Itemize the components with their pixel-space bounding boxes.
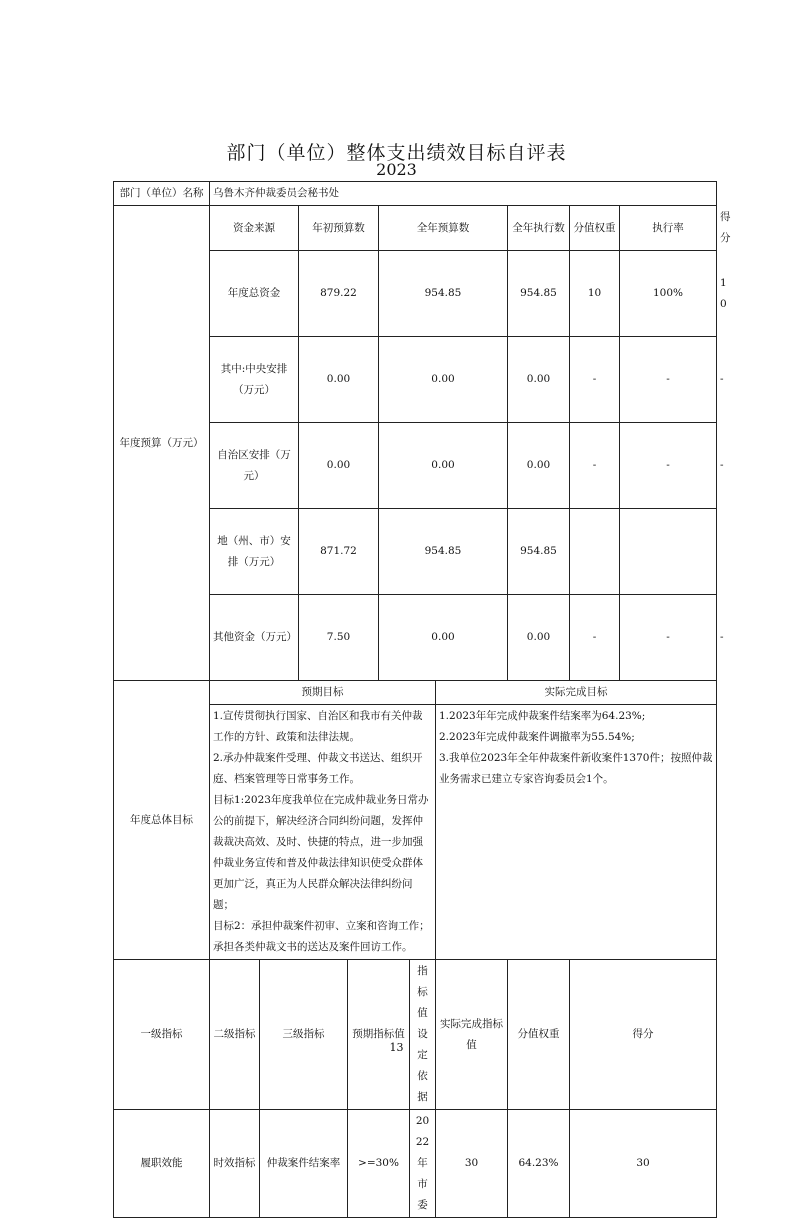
indicator-row: [114, 1110, 717, 1218]
dept-row: [114, 182, 717, 206]
budget-rate: 100%: [620, 251, 717, 337]
budget-executed: 954.85: [508, 251, 570, 337]
budget-weight: -: [570, 595, 620, 681]
indicator-header-weight: 分值权重: [508, 960, 570, 1110]
budget-header-annual: 全年预算数: [379, 206, 508, 251]
budget-initial: 0.00: [299, 337, 379, 423]
budget-source: 自治区安排（万元）: [210, 423, 299, 509]
indicator-basis: 2022年市委: [410, 1110, 436, 1218]
indicator-level2: 时效指标: [210, 1110, 260, 1218]
indicator-header-basis: 指标值设定依据: [410, 960, 436, 1110]
budget-header-rate: 执行率: [620, 206, 717, 251]
indicator-header-level1: 一级指标: [114, 960, 210, 1110]
indicator-score: 30: [570, 1110, 717, 1218]
budget-executed: 0.00: [508, 337, 570, 423]
budget-executed: 0.00: [508, 595, 570, 681]
budget-annual: 0.00: [379, 337, 508, 423]
budget-initial: 7.50: [299, 595, 379, 681]
budget-header-weight: 分值权重: [570, 206, 620, 251]
budget-annual: 954.85: [379, 509, 508, 595]
budget-header-source: 资金来源: [210, 206, 299, 251]
goals-section-label: 年度总体目标: [114, 681, 210, 960]
budget-initial: 871.72: [299, 509, 379, 595]
indicator-expected: >=30%: [348, 1110, 410, 1218]
indicator-header-expected: 预期指标值: [348, 960, 410, 1110]
indicator-weight: 64.23%: [508, 1110, 570, 1218]
budget-executed: 954.85: [508, 509, 570, 595]
indicator-header-level3: 三级指标: [260, 960, 348, 1110]
budget-header-executed: 全年执行数: [508, 206, 570, 251]
budget-rate: -: [620, 337, 717, 423]
budget-weight: 10: [570, 251, 620, 337]
budget-executed: 0.00: [508, 423, 570, 509]
indicator-level1: 履职效能: [114, 1110, 210, 1218]
budget-section-label: 年度预算（万元）: [114, 206, 210, 681]
budget-source: 地（州、市）安排（万元）: [210, 509, 299, 595]
budget-annual: 954.85: [379, 251, 508, 337]
budget-source: 其他资金（万元）: [210, 595, 299, 681]
budget-row: 自治区安排（万元） 0.00 0.00 0.00 - - -: [114, 423, 717, 509]
dept-label: 部门（单位）名称: [114, 182, 210, 206]
indicator-header-score: 得分: [570, 960, 717, 1110]
document-year: 2023: [376, 160, 417, 179]
indicator-actual: 30: [436, 1110, 508, 1218]
indicator-level3: 仲裁案件结案率: [260, 1110, 348, 1218]
budget-annual: 0.00: [379, 595, 508, 681]
goals-header-row: [114, 681, 717, 705]
budget-weight: [570, 509, 620, 595]
budget-initial: 0.00: [299, 423, 379, 509]
actual-goal-text: 1.2023年年完成仲裁案件结案率为64.23%; 2.2023年完成仲裁案件调撤率为55.54%; 3.我单位2023年全年仲裁案件新收案件1370件；按照仲裁业务需求已建立专家咨询委员会1个。: [436, 705, 717, 960]
expected-goal-header: 预期目标: [210, 681, 436, 705]
indicator-header-level2: 二级指标: [210, 960, 260, 1110]
budget-rate: -: [620, 423, 717, 509]
document-title: 部门（单位）整体支出绩效目标自评表: [226, 142, 567, 164]
budget-annual: 0.00: [379, 423, 508, 509]
expected-goal-text: 1.宣传贯彻执行国家、自治区和我市有关仲裁工作的方针、政策和法律法规。 2.承办仲裁案件受理、仲裁文书送达、组织开庭、档案管理等日常事务工作。 目标1:2023年度我单位在完成仲裁业务日常办公的前提下，解决经济合同纠纷问题，发挥仲裁裁决高效、及时、快捷的特点，进一步加强仲裁业务宣传和普及仲裁法律知识使受众群体更加广泛，真正为人民群众解决法律纠纷问题； 目标2：承担仲裁案件初审、立案和咨询工作；承担各类仲裁文书的送达及案件回访工作。: [210, 705, 436, 960]
dept-name: 乌鲁木齐仲裁委员会秘书处: [210, 182, 717, 206]
budget-initial: 879.22: [299, 251, 379, 337]
performance-table: [113, 181, 731, 1218]
budget-row: 其他资金（万元） 7.50 0.00 0.00 - - -: [114, 595, 717, 681]
actual-goal-header: 实际完成目标: [436, 681, 717, 705]
indicator-header-actual: 实际完成指标值: [436, 960, 508, 1110]
page-number: 13: [389, 1041, 404, 1054]
budget-header-row: 年度预算（万元） 资金来源 年初预算数 全年预算数 全年执行数 分值权重 执行率 得分: [114, 206, 717, 251]
budget-rate: [620, 509, 717, 595]
budget-row: 其中:中央安排（万元） 0.00 0.00 0.00 - - -: [114, 337, 717, 423]
budget-weight: -: [570, 337, 620, 423]
budget-rate: -: [620, 595, 717, 681]
budget-weight: -: [570, 423, 620, 509]
budget-source: 年度总资金: [210, 251, 299, 337]
indicator-header-row: [114, 960, 717, 1110]
budget-row: 年度总资金 879.22 954.85 954.85 10 100% 10: [114, 251, 717, 337]
budget-header-initial: 年初预算数: [299, 206, 379, 251]
budget-source: 其中:中央安排（万元）: [210, 337, 299, 423]
